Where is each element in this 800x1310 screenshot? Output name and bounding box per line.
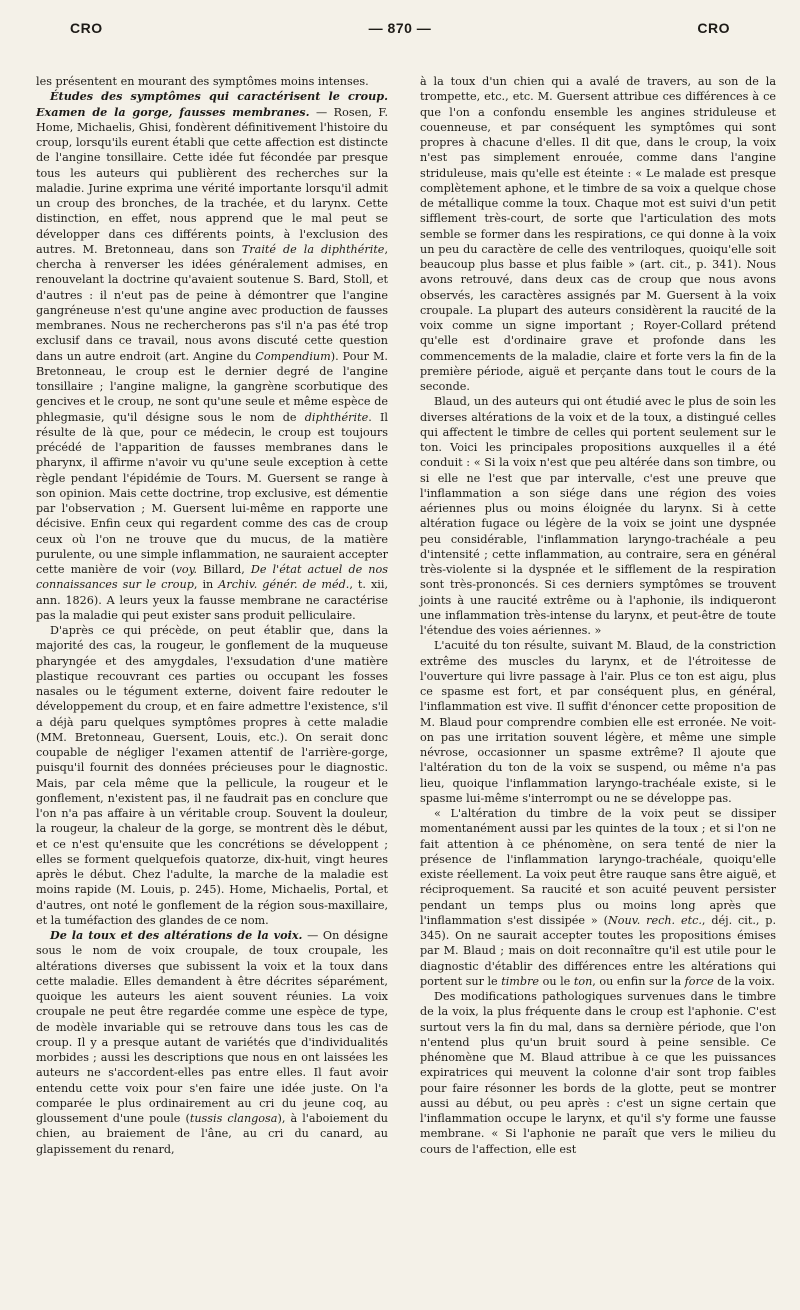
paragraph: L'acuité du ton résulte, suivant M. Blaud, de la constriction extrême des muscles du larynx, et de l'étroitesse de l'ouverture qui livre passage à l'air. Plus ce ton est aigu, plus ce spasme est fort, et par conséquent plus, en général, l'inflammation est vive. Il suffit d'énoncer cette proposition de M. Blaud pour comprendre combien elle est erronée. Ne voit-on pas une irritation souvent légère, et même une simple névrose, occasionner un spasme extrême? Il ajoute que l'altération du ton de la voix se suspend, ou même n'a pas lieu, quoique l'inflammation laryngo-trachéale existe, si le spasme lui-même s'interrompt ou ne se développe pas. (420, 639, 776, 805)
paragraph: Études des symptômes qui caractérisent le croup. Examen de la gorge, fausses membranes. — Rosen, F. Home, Michaelis, Ghisi, fondèrent définitivement l'histoire du croup, lorsqu'ils eurent établi que cette affection est distincte de l'angine tonsillaire. Cette idée fut fécondée par presque tous les auteurs qui publièrent des recherches sur la maladie. Jurine exprima une vérité importante lorsqu'il admit un croup des bronches, de la trachée, et du larynx. Cette distinction, en effet, nous apprend que le mal peut se développer dans ces différents points, à l'exclusion des autres. M. Bretonneau, dans son Traité de la diphthérite, chercha à renverser les idées généralement admises, en renouvelant la doctrine qu'avaient soutenue S. Bard, Stoll, et d'autres : il n'eut pas de peine à démontrer que l'angine gangréneuse n'est qu'une angine avec production de fausses membranes. Nous ne rechercherons pas s'il n'a pas été trop exclusif dans ce travail, nous avons discuté cette question dans un autre endroit (art. Angine du Compendium). Pour M. Bretonneau, le croup est le dernier degré de l'angine tonsillaire ; l'angine maligne, la gangrène scorbutique des gencives et le croup, ne sont qu'une seule et même espèce de phlegmasie, qu'il désigne sous le nom de diphthérite. Il résulte de là que, pour ce médecin, le croup est toujours précédé de l'apparition de fausses membranes dans le pharynx, il affirme n'avoir vu qu'une seule exception à cette règle pendant l'épidémie de Tours. M. Guersent se range à son opinion. Mais cette doctrine, trop exclusive, est démentie par l'observation ; M. Guersent lui-même en rapporte une décisive. Enfin ceux qui regardent comme des cas de croup ceux où l'on ne trouve que du mucus, de la matière purulente, ou une simple inflammation, ne sauraient accepter cette manière de voir (voy. Billard, De l'état actuel de nos connaissances sur le croup, in Archiv. génér. de méd., t. xii, ann. 1826). A leurs yeux la fausse membrane ne caractérise pas la maladie qui peut exister sans produit pelliculaire. (36, 89, 389, 622)
paragraph: à la toux d'un chien qui a avalé de travers, au son de la trompette, etc., etc. M. Guersent attribue ces différences à ce que l'on a confondu ensemble les angines striduleuse et couenneuse, et par conséquent les symptômes qui sont propres à chacune d'elles. Il dit que, dans le croup, la voix n'est pas simplement enrouée, comme dans l'angine striduleuse, mais qu'elle est éteinte : « Le malade est presque complètement aphone, et le timbre de sa voix a quelque chose de métallique comme la toux. Chaque mot est suivi d'un petit sifflement très-court, de sorte que l'articulation des mots semble se former dans les respirations, ce qui donne à la voix un peu du caractère de celle des ventriloques, quoiqu'elle soit beaucoup plus basse et plus faible » (art. cit., p. 341). Nous avons retrouvé, dans deux cas de croup que nous avons observés, les caractères assignés par M. Guersent à la voix croupale. La plupart des auteurs considèrent la raucité de la voix comme un signe important ; Royer-Collard prétend qu'elle est d'ordinaire grave et profonde dans les commencements de la maladie, claire et forte vers la fin de la première période, aiguë et perçante dans tout le cours de la seconde. (420, 75, 776, 393)
left-column (36, 74, 388, 1157)
paragraph: D'après ce qui précède, on peut établir que, dans la majorité des cas, la rougeur, le gonflement de la muqueuse pharyngée et des amygdales, l'exsudation d'une matière plastique recouvrant ces parties ou occupant les fosses nasales ou le tégument externe, doivent faire redouter le développement du croup, et en faire admettre l'existence, s'il a déjà paru quelques symptômes propres à cette maladie (MM. Bretonneau, Guersent, Louis, etc.). On serait donc coupable de négliger l'examen attentif de l'arrière-gorge, puisqu'il fournit des données précieuses pour le diagnostic. Mais, par cela même que la pellicule, la rougeur et le gonflement, n'existent pas, il ne faudrait pas en conclure que l'on n'a pas affaire à un véritable croup. Souvent la douleur, la rougeur, la chaleur de la gorge, se montrent dès le début, et ce n'est qu'ensuite que les concrétions se développent ; elles se forment quelquefois quatorze, dix-huit, vingt heures après le début. Chez l'adulte, la marche de la maladie est moins rapide (M. Louis, p. 245). Home, Michaelis, Portal, et d'autres, ont noté le gonflement de la région sous-maxillaire, et la tuméfaction des glandes de ce nom. (36, 624, 388, 927)
right-column (420, 74, 776, 1157)
paragraph: Des modifications pathologiques survenues dans le timbre de la voix, la plus fréquente dans le croup est l'aphonie. C'est surtout vers la fin du mal, dans sa dernière période, que l'on n'entend plus qu'un bruit sourd à peine sensible. Ce phénomène que M. Blaud attribue à ce que les puissances expiratrices qui meuvent la colonne d'air sont trop faibles pour faire résonner les bords de la glotte, peut se montrer aussi au début, ou peu après : c'est un signe certain que l'inflammation occupe le larynx, et qu'il s'y forme une fausse membrane. « Si l'aphonie ne paraît que vers le milieu du cours de l'affection, elle est (420, 990, 776, 1156)
paragraph: « L'altération du timbre de la voix peut se dissiper momentanément aussi par les quintes de la toux ; et si l'on ne fait attention à ce phénomène, on sera tenté de nier la présence de l'inflammation laryngo-trachéale, quoiqu'elle existe réellement. La voix peut être rauque sans être aiguë, et réciproquement. Sa raucité et son acuité peuvent persister pendant un temps plus ou moins long après que l'inflammation s'est dissipée » (Nouv. rech. etc., déj. cit., p. 345). On ne saurait accepter toutes les propositions émises par M. Blaud ; mais on doit reconnaître qu'il est utile pour le diagnostic d'établir des différences entre les altérations qui portent sur le timbre ou le ton, ou enfin sur la force de la voix. (420, 807, 776, 988)
paragraph: les présentent en mourant des symptômes moins intenses. (36, 75, 369, 88)
header-right-term: CRO (697, 20, 730, 36)
paragraph: De la toux et des altérations de la voix. — On désigne sous le nom de voix croupale, de toux croupale, les altérations diverses que subissent la voix et la toux dans cette maladie. Elles demandent à être décrites séparément, quoique les auteurs les aient souvent réunies. La voix croupale ne peut être regardée comme une espèce de type, de modèle invariable qui se retrouve dans tous les cas de croup. Il y a presque autant de variétés que d'individualités morbides ; aussi les descriptions que nous en ont laissées les auteurs ne s'accordent-elles pas entre elles. Il faut avoir entendu cette voix pour s'en faire une idée juste. On l'a comparée le plus ordinairement au cri du jeune coq, au gloussement d'une poule (tussis clangosa), à l'aboiement du chien, au braiement de l'âne, au cri du canard, au glapissement du renard, (36, 928, 388, 1156)
header-left-term: CRO (70, 20, 103, 36)
paragraph: Blaud, un des auteurs qui ont étudié avec le plus de soin les diverses altérations de la voix et de la toux, a distingué celles qui affectent le timbre de celles qui portent seulement sur le ton. Voici les principales propositions auxquelles il a été conduit : « Si la voix n'est que peu altérée dans son timbre, ou si elle ne l'est que par intervalle, c'est une preuve que l'inflammation a son siége dans une région des voies aériennes plus ou moins éloignée du larynx. Si à cette altération fugace ou légère de la voix se joint une dyspnée peu considérable, l'inflammation laryngo-trachéale a peu d'intensité ; cette inflammation, au contraire, sera en général très-violente si la dyspnée et le sifflement de la respiration sont très-prononcés. Si ces derniers symptômes se trouvent joints à une raucité extrême ou à l'aphonie, ils indiqueront une inflammation très-intense du larynx, et peut-être de toute l'étendue des voies aériennes. » (420, 395, 776, 637)
page-number: — 870 — (368, 20, 432, 36)
running-header (70, 14, 730, 42)
